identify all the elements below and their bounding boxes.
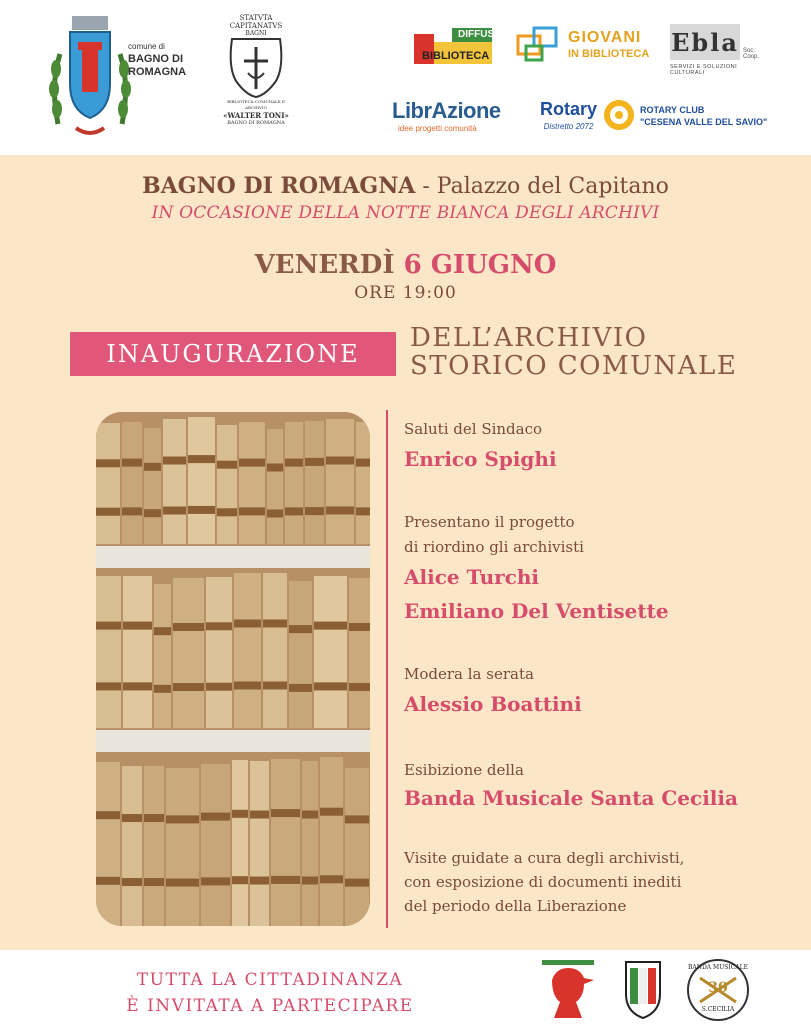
comune-small: comune di bbox=[128, 42, 165, 51]
book-band bbox=[326, 457, 354, 465]
book-band bbox=[166, 879, 199, 887]
book-band bbox=[166, 815, 199, 823]
book-spine bbox=[144, 428, 161, 544]
comune-line1: BAGNO DI bbox=[128, 53, 183, 65]
book-spine bbox=[305, 421, 324, 544]
book-band bbox=[289, 625, 312, 633]
biblioteca-diffusa-logo bbox=[412, 26, 502, 70]
program-name-boattini: Alessio Boattini bbox=[404, 692, 582, 716]
time-line: ORE 19:00 bbox=[354, 283, 457, 303]
statuta-shield-icon bbox=[226, 37, 286, 99]
comune-line2: ROMAGNA bbox=[128, 66, 187, 78]
program-visite-line2: con esposizione di documenti inediti bbox=[404, 873, 682, 891]
rotary-name: Rotary bbox=[540, 99, 598, 119]
book-band bbox=[314, 682, 347, 690]
giovani-line2: IN BIBLIOTECA bbox=[568, 48, 650, 60]
book-band bbox=[123, 622, 152, 630]
book-band bbox=[188, 455, 215, 463]
book-band bbox=[144, 878, 164, 886]
book-band bbox=[96, 508, 120, 516]
book-spine bbox=[201, 764, 230, 926]
book-spine bbox=[285, 422, 303, 544]
archive-books-icon bbox=[96, 412, 370, 926]
book-band bbox=[122, 459, 142, 467]
program-name-banda: Banda Musicale Santa Cecilia bbox=[404, 786, 738, 810]
book-band bbox=[232, 810, 248, 818]
book-band bbox=[201, 877, 230, 885]
occasion-line: IN OCCASIONE DELLA NOTTE BIANCA DEGLI ARCHIVI bbox=[151, 203, 660, 223]
book-band bbox=[356, 507, 370, 515]
book-band bbox=[122, 878, 142, 886]
book-band bbox=[123, 682, 152, 690]
book-band bbox=[173, 683, 204, 691]
book-spine bbox=[250, 761, 269, 926]
program-visite-line3: del periodo della Liberazione bbox=[404, 897, 627, 915]
book-band bbox=[144, 463, 161, 471]
program-name-spighi: Enrico Spighi bbox=[404, 447, 557, 471]
ebla-sub: SERVIZI E SOLUZIONI CULTURALI bbox=[670, 64, 738, 76]
program-label-presentano: Presentano il progetto bbox=[404, 513, 575, 531]
logo-header bbox=[0, 0, 811, 155]
book-band bbox=[302, 811, 318, 819]
book-spine bbox=[188, 417, 215, 544]
statuta-top3: BAGNI bbox=[245, 30, 267, 37]
book-spine bbox=[96, 762, 120, 926]
book-spine bbox=[320, 757, 343, 926]
book-band bbox=[234, 620, 261, 628]
book-band bbox=[96, 811, 120, 819]
banda-text: BANDA MUSICALE bbox=[687, 964, 748, 971]
book-band bbox=[250, 811, 269, 819]
book-spine bbox=[122, 422, 142, 544]
book-band bbox=[96, 877, 120, 885]
banda-num: 30 bbox=[708, 980, 728, 996]
book-spine bbox=[206, 577, 232, 728]
book-band bbox=[154, 685, 171, 693]
book-band bbox=[144, 509, 161, 517]
book-band bbox=[96, 622, 121, 630]
date-day: VENERDÌ bbox=[254, 250, 404, 280]
book-band bbox=[263, 682, 287, 690]
banda-logo bbox=[686, 958, 750, 1022]
book-band bbox=[201, 813, 230, 821]
statuta-name: «WALTER TONI» bbox=[223, 111, 289, 120]
ebla-soc: Soc. Coop. bbox=[743, 48, 760, 60]
book-band bbox=[320, 808, 343, 816]
book-band bbox=[263, 620, 287, 628]
book-band bbox=[271, 876, 300, 884]
book-spine bbox=[173, 578, 204, 728]
book-spine bbox=[232, 760, 248, 926]
program-visite-line1: Visite guidate a cura degli archivisti, bbox=[404, 849, 685, 867]
book-band bbox=[356, 459, 370, 467]
book-band bbox=[173, 623, 204, 631]
statuta-top2: CAPITANATVS bbox=[229, 22, 283, 30]
giovani-biblioteca-logo bbox=[516, 26, 649, 66]
book-band bbox=[163, 457, 186, 465]
book-band bbox=[163, 507, 186, 515]
book-spine bbox=[154, 584, 171, 728]
book-spine bbox=[289, 581, 312, 728]
book-band bbox=[144, 814, 164, 822]
book-band bbox=[305, 507, 324, 515]
archive-shelves-photo bbox=[96, 412, 370, 926]
program-name-turchi: Alice Turchi bbox=[404, 565, 540, 589]
book-spine bbox=[234, 573, 261, 728]
statuta-top1: STATVTA bbox=[239, 14, 273, 22]
program-divider bbox=[386, 410, 388, 928]
book-band bbox=[232, 876, 248, 884]
book-band bbox=[188, 506, 215, 514]
book-spine bbox=[122, 766, 142, 926]
statuta-place: BAGNO DI ROMAGNA bbox=[227, 120, 285, 126]
invitation-line1: TUTTA LA CITTADINANZA bbox=[136, 970, 404, 990]
biblioteca-word1: DIFFUSA bbox=[458, 29, 502, 40]
book-band bbox=[345, 879, 369, 887]
book-band bbox=[239, 459, 265, 467]
book-spine bbox=[239, 422, 265, 544]
book-spine bbox=[302, 761, 318, 926]
book-band bbox=[206, 683, 232, 691]
program-name-ventisette: Emiliano Del Ventisette bbox=[404, 599, 669, 623]
archive-title-line1: DELL’ARCHIVIO bbox=[410, 323, 648, 353]
rotary-district: Distretto 2072 bbox=[543, 122, 594, 131]
book-band bbox=[217, 461, 237, 469]
invitation-line2: È INVITATA A PARTECIPARE bbox=[126, 996, 414, 1016]
comune-crest-icon bbox=[48, 14, 132, 142]
book-spine bbox=[349, 578, 370, 728]
book-band bbox=[349, 683, 370, 691]
date-date: 6 GIUGNO bbox=[403, 250, 557, 280]
partisan-silhouette-icon bbox=[536, 960, 600, 1020]
program-label-modera: Modera la serata bbox=[404, 665, 534, 683]
banda-sub: S.CECILIA bbox=[701, 1006, 735, 1013]
book-band bbox=[305, 458, 324, 466]
date-line bbox=[0, 250, 811, 280]
book-band bbox=[96, 459, 120, 467]
statuta-sub: BIBLIOTECA COMUNALE E ARCHIVIO bbox=[227, 99, 285, 110]
book-band bbox=[122, 507, 142, 515]
ebla-name: Ebla bbox=[671, 27, 739, 57]
book-spine bbox=[356, 422, 370, 544]
librazione-logo bbox=[392, 98, 512, 133]
librazione-name: LibrAzione bbox=[392, 98, 501, 123]
book-spine bbox=[345, 768, 369, 926]
book-spine bbox=[263, 573, 287, 728]
book-band bbox=[154, 627, 171, 635]
librazione-sub: idee progetti comunità bbox=[398, 124, 477, 133]
book-spine bbox=[267, 429, 283, 544]
rotary-club1: ROTARY CLUB bbox=[640, 105, 705, 115]
inauguration-badge: INAUGURAZIONE bbox=[70, 332, 396, 376]
book-spine bbox=[96, 423, 120, 544]
invitation-text bbox=[0, 967, 540, 1019]
book-band bbox=[302, 877, 318, 885]
book-band bbox=[267, 510, 283, 518]
archive-title-line2: STORICO COMUNALE bbox=[410, 351, 738, 381]
archive-title bbox=[410, 324, 737, 380]
book-band bbox=[96, 682, 121, 690]
anpi-shield-icon bbox=[622, 958, 664, 1020]
venue-town: BAGNO DI ROMAGNA bbox=[142, 173, 416, 199]
book-band bbox=[271, 809, 300, 817]
book-spine bbox=[96, 576, 121, 728]
program-label-esibizione: Esibizione della bbox=[404, 761, 524, 779]
rotary-wheel-icon bbox=[602, 98, 636, 132]
book-band bbox=[217, 508, 237, 516]
book-band bbox=[234, 682, 261, 690]
book-band bbox=[239, 507, 265, 515]
venue-line bbox=[0, 173, 811, 199]
chat-bubbles-icon bbox=[516, 26, 562, 66]
giovani-line1: GIOVANI bbox=[568, 29, 642, 46]
book-band bbox=[320, 875, 343, 883]
book-band bbox=[345, 815, 369, 823]
venue-place: - Palazzo del Capitano bbox=[415, 174, 669, 199]
book-band bbox=[285, 507, 303, 515]
book-band bbox=[206, 622, 232, 630]
book-spine bbox=[314, 576, 347, 728]
book-band bbox=[267, 464, 283, 472]
book-band bbox=[285, 459, 303, 467]
book-band bbox=[122, 814, 142, 822]
book-spine bbox=[271, 759, 300, 926]
program-label-sindaco: Saluti del Sindaco bbox=[404, 420, 543, 438]
book-spine bbox=[166, 768, 199, 926]
rotary-logo bbox=[540, 96, 780, 136]
rotary-club2: "CESENA VALLE DEL SAVIO" bbox=[640, 117, 768, 127]
program-label-riordino: di riordino gli archivisti bbox=[404, 538, 584, 556]
book-spine bbox=[217, 425, 237, 544]
book-spine bbox=[163, 419, 186, 544]
book-band bbox=[289, 684, 312, 692]
book-band bbox=[314, 622, 347, 630]
biblioteca-word2: BIBLIOTECA bbox=[422, 50, 490, 62]
book-spine bbox=[144, 766, 164, 926]
book-band bbox=[349, 623, 370, 631]
book-spine bbox=[123, 576, 152, 728]
book-band bbox=[326, 507, 354, 515]
book-band bbox=[250, 877, 269, 885]
ebla-logo bbox=[670, 24, 770, 76]
book-spine bbox=[326, 419, 354, 544]
